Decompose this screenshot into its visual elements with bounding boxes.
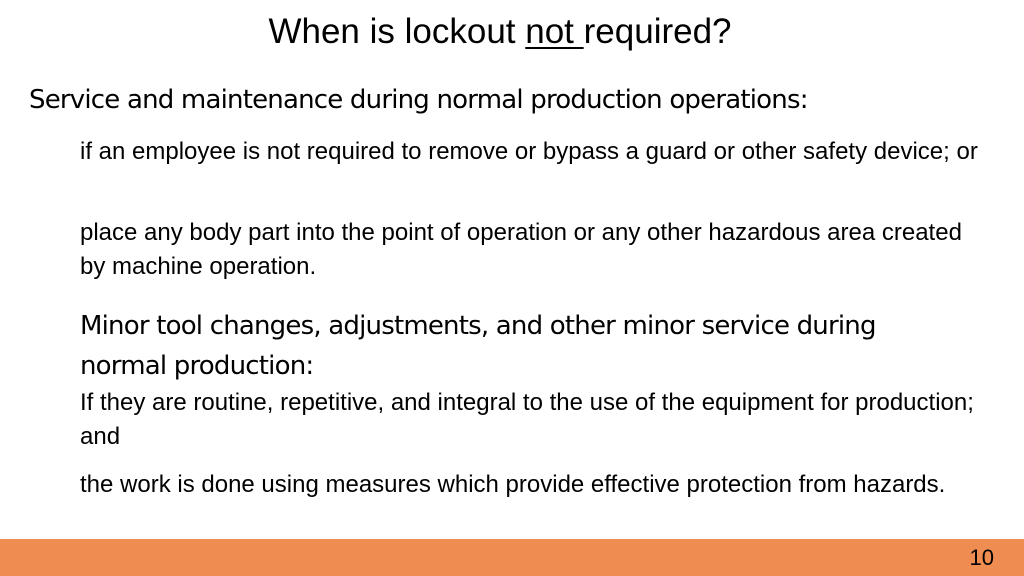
slide-title (0, 10, 1000, 54)
title-text-end: required? (583, 12, 732, 51)
title-emphasis: not (525, 12, 584, 51)
footer-bar (0, 539, 1024, 576)
page-number: 10 (969, 545, 994, 570)
list-item: if an employee is not required to remove or bypass a guard or other safety device; or (80, 138, 978, 165)
section-heading-service: Service and maintenance during normal production operations: (29, 85, 808, 115)
list-item: place any body part into the point of operation or any other hazardous area created by machine operation. (80, 219, 962, 280)
title-text-start: When is lockout (268, 12, 526, 51)
section-heading-minor-changes: Minor tool changes, adjustments, and other minor service during normal production: (80, 311, 876, 381)
list-item: the work is done using measures which provide effective protection from hazards. (80, 471, 946, 498)
list-item: If they are routine, repetitive, and integral to the use of the equipment for production; and (80, 389, 974, 450)
